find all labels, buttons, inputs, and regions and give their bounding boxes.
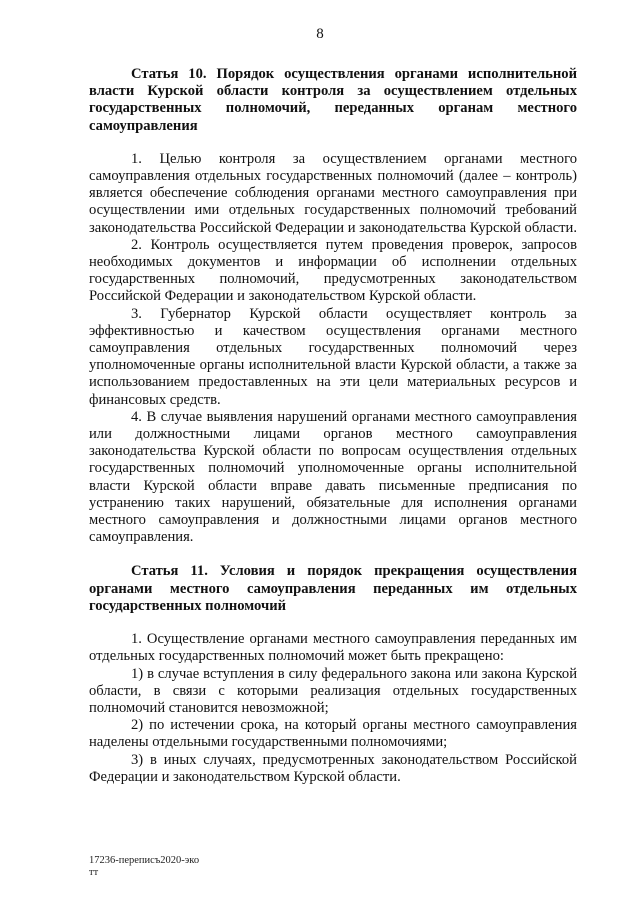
article-10-heading: Статья 10. Порядок осуществления органами исполнительной власти Курской области контроля за осуществлением отдельных государственных полномочий, переданных органам местного самоуправления [89, 66, 577, 134]
page-number: 8 [316, 26, 324, 42]
article-10-paragraph-1: 1. Целью контроля за осуществлением органами местного самоуправления отдельных государственных полномочий (далее – контроль) является обеспечение соблюдения органами местного самоуправления при осуществлении ими отдельных государственных полномочий требований законодательства Российской Федерации и законодательства Курской области. [89, 150, 577, 236]
footer-initials: тт [89, 867, 99, 878]
article-10-paragraph-3: 3. Губернатор Курской области осуществляет контроль за эффективностью и качеством осуществления органами местного самоуправления отдельных государственных полномочий через уполномоченные органы исполнительной власти Курской области, а также за использованием предоставленных на эти цели материальных ресурсов и финансовых средств. [89, 305, 577, 408]
article-11-heading: Статья 11. Условия и порядок прекращения осуществления органами местного самоуправления переданных им отдельных государственных полномочий [89, 563, 577, 614]
article-11-item-3: 3) в иных случаях, предусмотренных законодательством Российской Федерации и законодательством Курской области. [89, 751, 577, 785]
footer-file-code: 17236-переписъ2020-эко [89, 855, 200, 866]
article-10-paragraph-2: 2. Контроль осуществляется путем проведения проверок, запросов необходимых документов и информации об исполнении отдельных государственных полномочий, предусмотренных законодательством Российской Федерации и законодательством Курской области. [89, 236, 577, 305]
document-footer [89, 855, 199, 879]
section-spacer [89, 546, 577, 563]
article-10-paragraph-4: 4. В случае выявления нарушений органами местного самоуправления или должностными лицами органов местного самоуправления законодательства Курской области по вопросам осуществления отдельных государственных полномочий уполномоченные органы исполнительной власти Курской области вправе давать письменные предписания по устранению таких нарушений, обязательные для исполнения органами местного самоуправления и должностными лицами органов местного самоуправления. [89, 408, 577, 546]
document-body [89, 66, 577, 786]
article-11-paragraph-1: 1. Осуществление органами местного самоуправления переданных им отдельных государственных полномочий может быть прекращено: [89, 631, 577, 665]
article-11-item-1: 1) в случае вступления в силу федерального закона или закона Курской области, в связи с которыми реализация отдельных государственных полномочий становится невозможной; [89, 665, 577, 716]
article-11-item-2: 2) по истечении срока, на который органы местного самоуправления наделены отдельными государственными полномочиями; [89, 717, 577, 751]
